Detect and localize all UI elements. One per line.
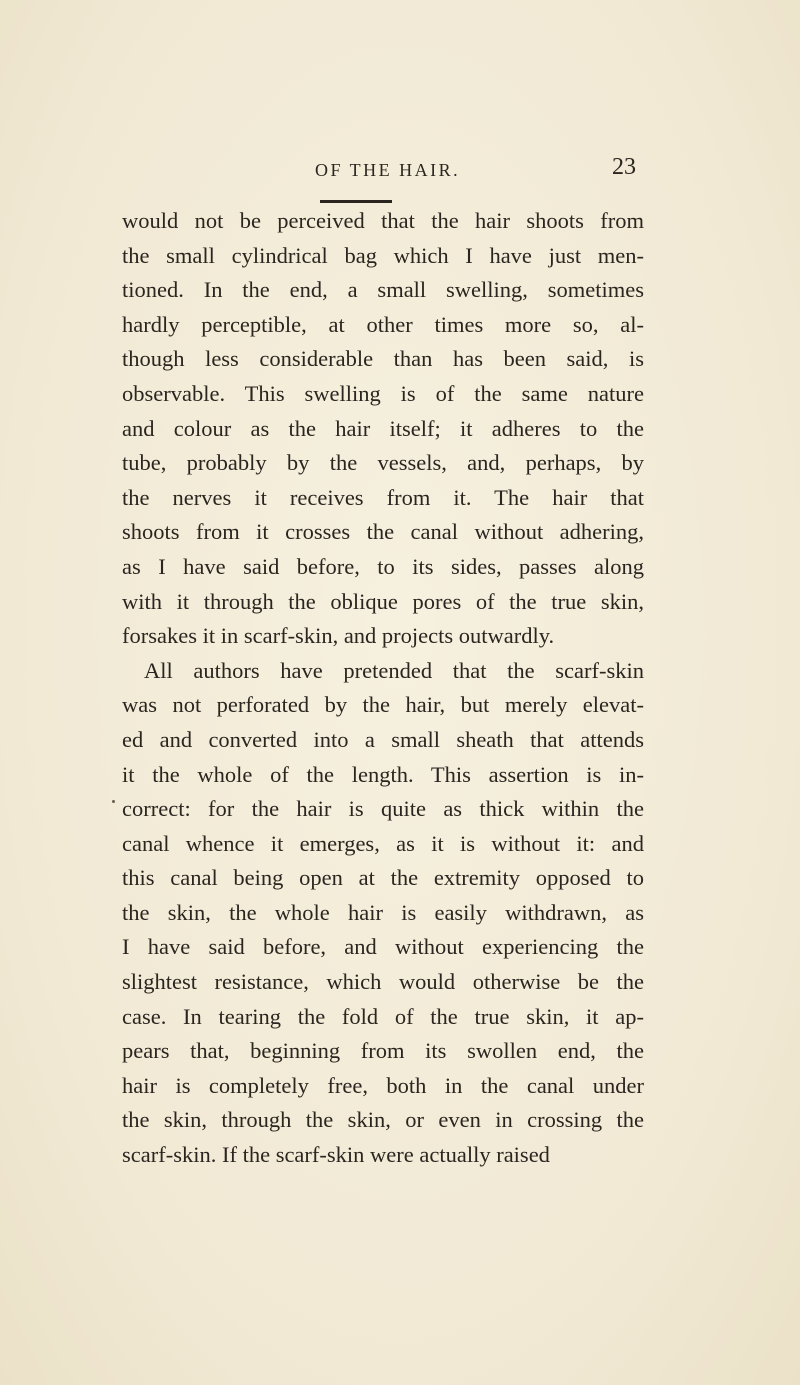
text-line: and colour as the hair itself; it adheres to the xyxy=(122,415,644,441)
text-line: tioned. In the end, a small swelling, sometimes xyxy=(122,277,644,303)
text-line: scarf-skin. If the scarf-skin were actually raised xyxy=(122,1142,550,1168)
body-text xyxy=(122,204,644,1173)
header-rule xyxy=(320,200,392,203)
page-number: 23 xyxy=(612,154,636,180)
paragraph-1 xyxy=(122,204,644,654)
text-line: canal whence it emerges, as it is without it: and xyxy=(122,830,644,856)
text-line: correct: for the hair is quite as thick within the xyxy=(122,796,644,822)
running-title: OF THE HAIR. xyxy=(315,160,461,180)
text-line: the nerves it receives from it. The hair that xyxy=(122,484,644,510)
text-line: it the whole of the length. This assertion is in- xyxy=(122,761,644,787)
text-line: ed and converted into a small sheath that attends xyxy=(122,726,644,752)
text-line: this canal being open at the extremity opposed to xyxy=(122,865,644,891)
text-line: observable. This swelling is of the same nature xyxy=(122,380,644,406)
text-line: All authors have pretended that the scarf-skin xyxy=(144,657,644,683)
running-head xyxy=(0,154,800,190)
text-line: pears that, beginning from its swollen end, the xyxy=(122,1038,644,1064)
text-line: shoots from it crosses the canal without adhering, xyxy=(122,519,644,545)
text-line: forsakes it in scarf-skin, and projects outwardly. xyxy=(122,623,555,649)
text-line: tube, probably by the vessels, and, perhaps, by xyxy=(122,450,644,476)
text-line: though less considerable than has been said, is xyxy=(122,346,644,372)
text-line: I have said before, and without experiencing the xyxy=(122,934,644,960)
text-line: the small cylindrical bag which I have just men- xyxy=(122,242,644,268)
text-line: as I have said before, to its sides, passes along xyxy=(122,553,644,579)
ink-speck xyxy=(112,800,115,803)
text-line: the skin, the whole hair is easily withdrawn, as xyxy=(122,899,644,925)
text-line: slightest resistance, which would otherwise be the xyxy=(122,969,644,995)
text-line: the skin, through the skin, or even in crossing the xyxy=(122,1107,644,1133)
paragraph-2 xyxy=(122,654,644,1173)
text-line: would not be perceived that the hair shoots from xyxy=(122,208,644,233)
text-line: hardly perceptible, at other times more so, al- xyxy=(122,311,644,337)
text-line: was not perforated by the hair, but merely elevat- xyxy=(122,692,644,718)
text-line: with it through the oblique pores of the true skin, xyxy=(122,588,644,614)
text-line: case. In tearing the fold of the true skin, it ap- xyxy=(122,1003,644,1029)
text-line: hair is completely free, both in the canal under xyxy=(122,1072,644,1098)
